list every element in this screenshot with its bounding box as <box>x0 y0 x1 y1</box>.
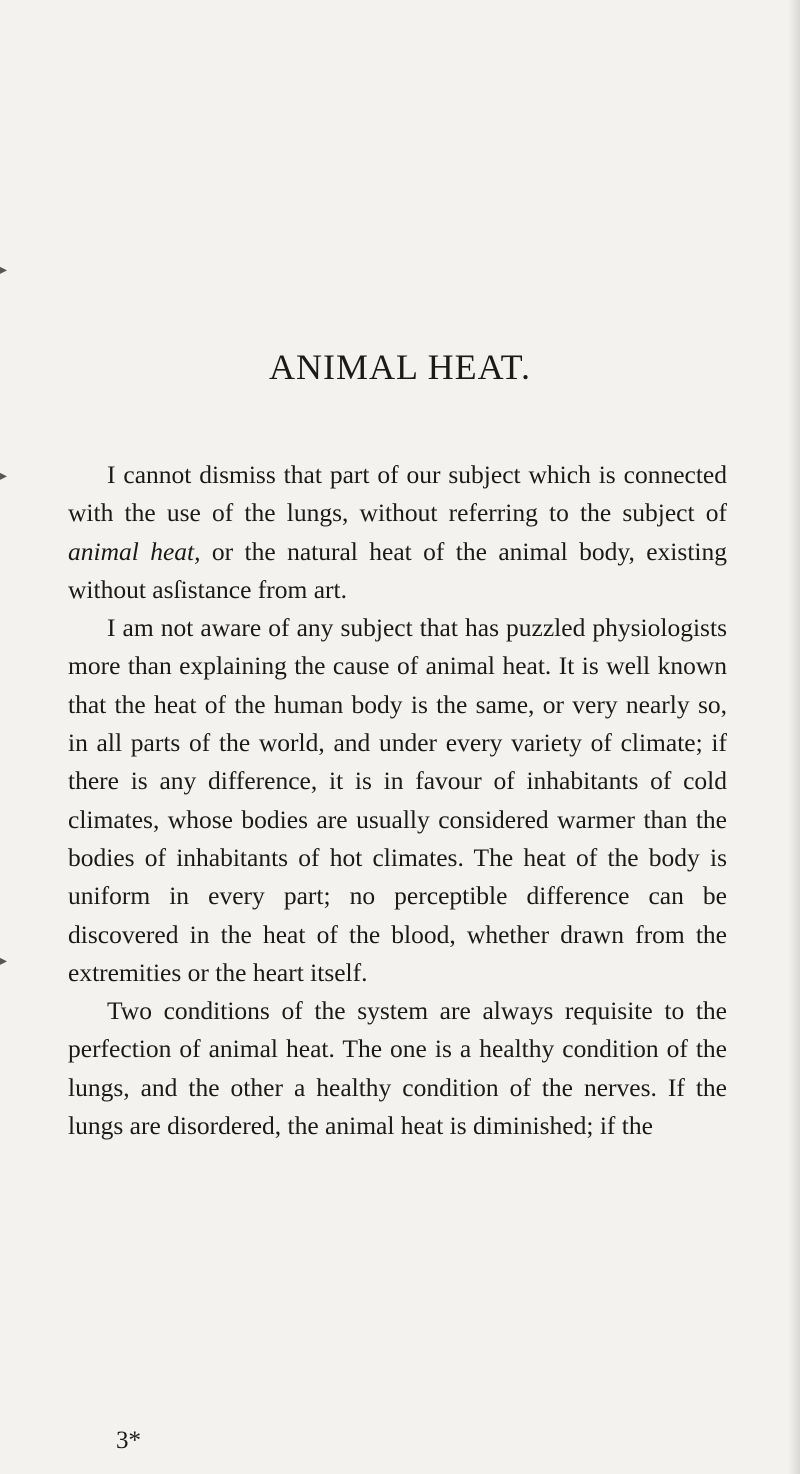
margin-mark: ▸ <box>0 953 8 969</box>
paragraph-emphasis: animal heat, <box>68 536 201 566</box>
signature-mark: 3* <box>116 1427 141 1454</box>
page-edge-shadow <box>788 0 800 1474</box>
paragraph <box>68 609 727 992</box>
margin-mark: ▸ <box>0 262 8 278</box>
body-text <box>68 456 727 1145</box>
paragraph <box>68 992 727 1145</box>
paragraph <box>68 456 727 609</box>
paragraph-text: I am not aware of any subject that has puzzled physiologists more than explaining the cause of animal heat. It is well known that the heat of the human body is the same, or very nearly so, in all parts of the world, and under every variety of climate; if there is any difference, it is in favour of inhabitants of cold climates, whose bodies are usually considered warmer than the bodies of inhabitants of hot climates. The heat of the body is uniform in every part; no perceptible difference can be discovered in the heat of the blood, whether drawn from the extremities or the heart itself. <box>68 613 727 987</box>
paragraph-text: or the natural heat of the animal body, existing without asſistance from art. <box>68 536 727 604</box>
paragraph-text: I cannot dismiss that part of our subject which is connected with the use of the lungs, without referring to the subject of <box>68 460 727 528</box>
paragraph-text: Two conditions of the system are always requisite to the perfection of animal heat. The one is a healthy condition of the lungs, and the other a healthy condition of the nerves. If the lungs are disordered, the animal heat is diminished; if the <box>68 996 727 1141</box>
chapter-title: ANIMAL HEAT. <box>269 347 531 387</box>
margin-mark: ▸ <box>0 468 8 484</box>
